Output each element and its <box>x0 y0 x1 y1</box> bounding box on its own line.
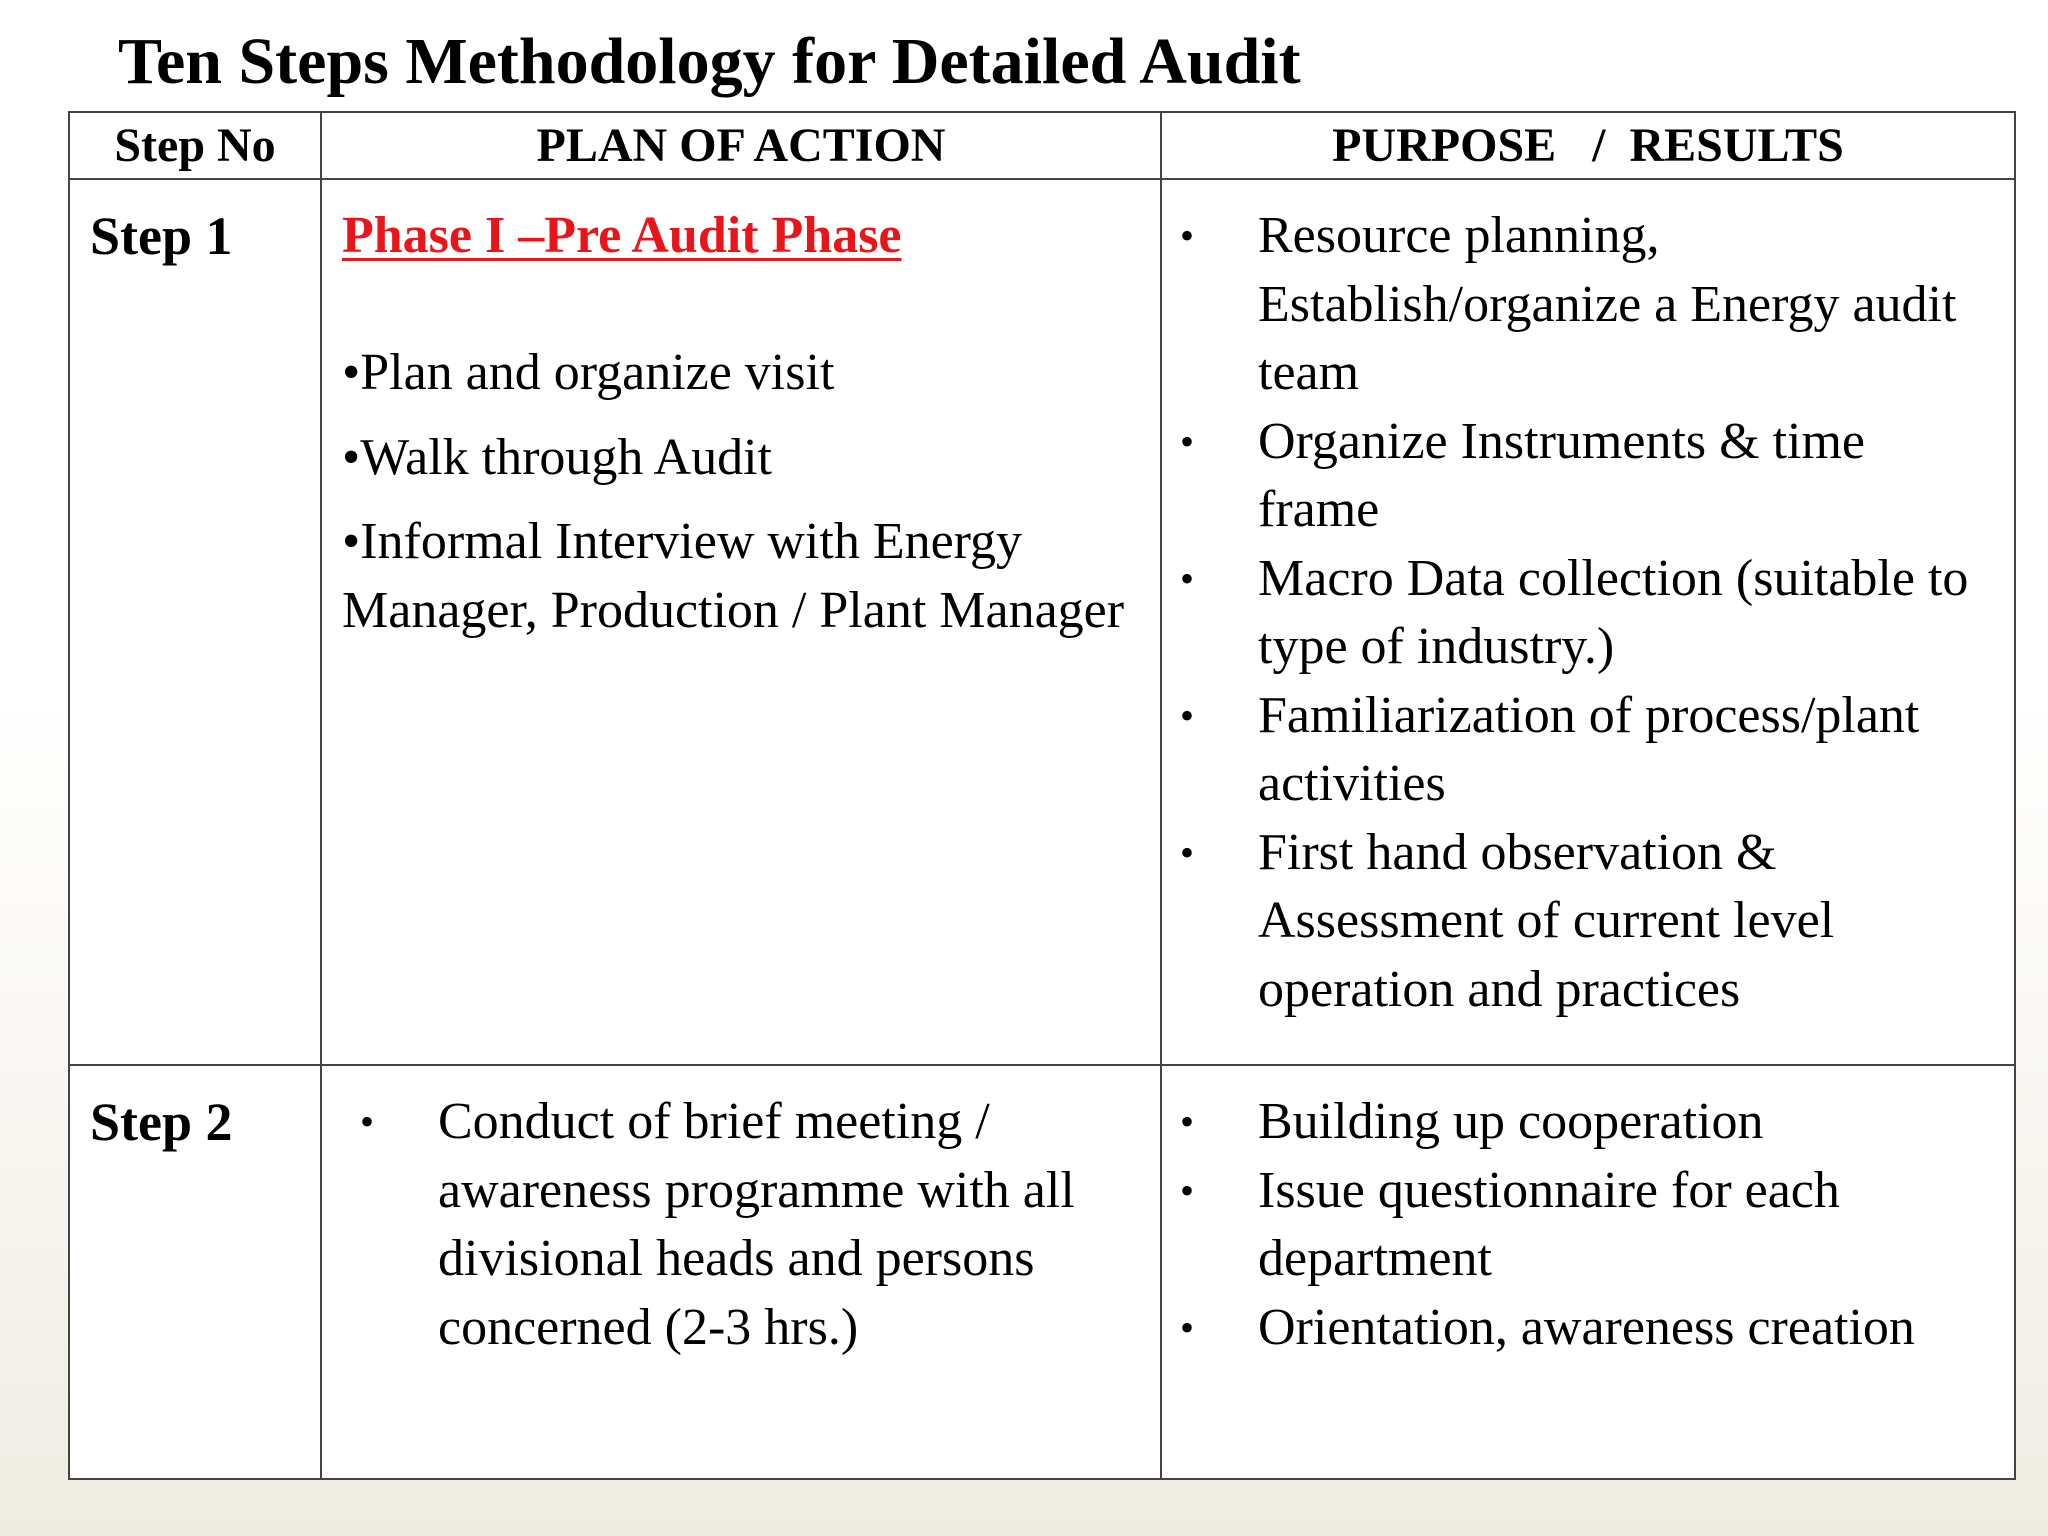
plan-list <box>342 1088 1140 1362</box>
list-item <box>1162 1088 1994 1157</box>
header-row <box>69 112 2015 179</box>
list-item <box>1162 408 1994 545</box>
purpose-list <box>1162 202 1994 1024</box>
step-label: Step 1 <box>69 179 321 1065</box>
purpose-item-text: Building up cooperation <box>1258 1093 1764 1150</box>
plan-item <box>342 339 1140 408</box>
plan-item <box>342 508 1140 645</box>
plan-cell <box>321 1065 1161 1479</box>
phase-heading: Phase I –Pre Audit Phase <box>342 207 902 264</box>
bullet-icon: • <box>342 428 361 486</box>
bullet-icon: • <box>360 1099 375 1144</box>
table-row <box>69 179 2015 1065</box>
step-label: Step 2 <box>69 1065 321 1479</box>
bullet-icon: • <box>342 344 361 401</box>
purpose-item-text: Issue questionnaire for each department <box>1258 1161 1840 1287</box>
plan-item-text: Informal Interview with Energy Manager, Production / Plant Manager <box>342 513 1125 639</box>
bullet-icon: • <box>1180 418 1195 464</box>
header-purpose-results: PURPOSE / RESULTS <box>1161 112 2015 179</box>
purpose-item-text: First hand observation & Assessment of current level operation and practices <box>1258 823 1835 1018</box>
plan-item-text: Walk through Audit <box>360 428 773 486</box>
bullet-icon: • <box>1180 829 1195 875</box>
bullet-icon: • <box>1180 213 1195 258</box>
bullet-icon: • <box>1180 1304 1195 1350</box>
purpose-item-text: Resource planning, Establish/organize a Energy audit team <box>1258 207 1957 401</box>
list-item <box>1162 819 1994 1025</box>
header-plan-of-action: PLAN OF ACTION <box>321 112 1161 179</box>
purpose-cell <box>1161 1065 2015 1479</box>
table-row <box>69 1065 2015 1479</box>
list-item <box>1162 1157 1994 1294</box>
list-item <box>1162 682 1994 819</box>
list-item <box>342 1088 1140 1362</box>
purpose-item-text: Macro Data collection (suitable to type of industry.) <box>1258 549 1969 675</box>
bullet-icon: • <box>342 513 361 570</box>
list-item <box>1162 202 1994 408</box>
list-item <box>1162 1294 1994 1363</box>
bullet-icon: • <box>1180 555 1195 601</box>
purpose-item-text: Orientation, awareness creation <box>1258 1298 1915 1356</box>
purpose-cell <box>1161 179 2015 1065</box>
plan-item-text: Plan and organize visit <box>360 344 835 401</box>
purpose-item-text: Organize Instruments & time frame <box>1258 412 1866 538</box>
bullet-icon: • <box>1180 1099 1195 1144</box>
purpose-list <box>1162 1088 1994 1362</box>
list-item <box>1162 545 1994 682</box>
page-title: Ten Steps Methodology for Detailed Audit <box>118 25 1301 98</box>
methodology-table <box>68 111 2016 1480</box>
header-step-no: Step No <box>69 112 321 179</box>
bullet-icon: • <box>1180 1167 1195 1213</box>
plan-item <box>342 424 1140 493</box>
plan-item-text: Conduct of brief meeting / awareness programme with all divisional heads and persons concerned (2-3 hrs.) <box>438 1093 1075 1356</box>
purpose-item-text: Familiarization of process/plant activities <box>1258 686 1920 812</box>
plan-cell <box>321 179 1161 1065</box>
bullet-icon: • <box>1180 692 1195 738</box>
